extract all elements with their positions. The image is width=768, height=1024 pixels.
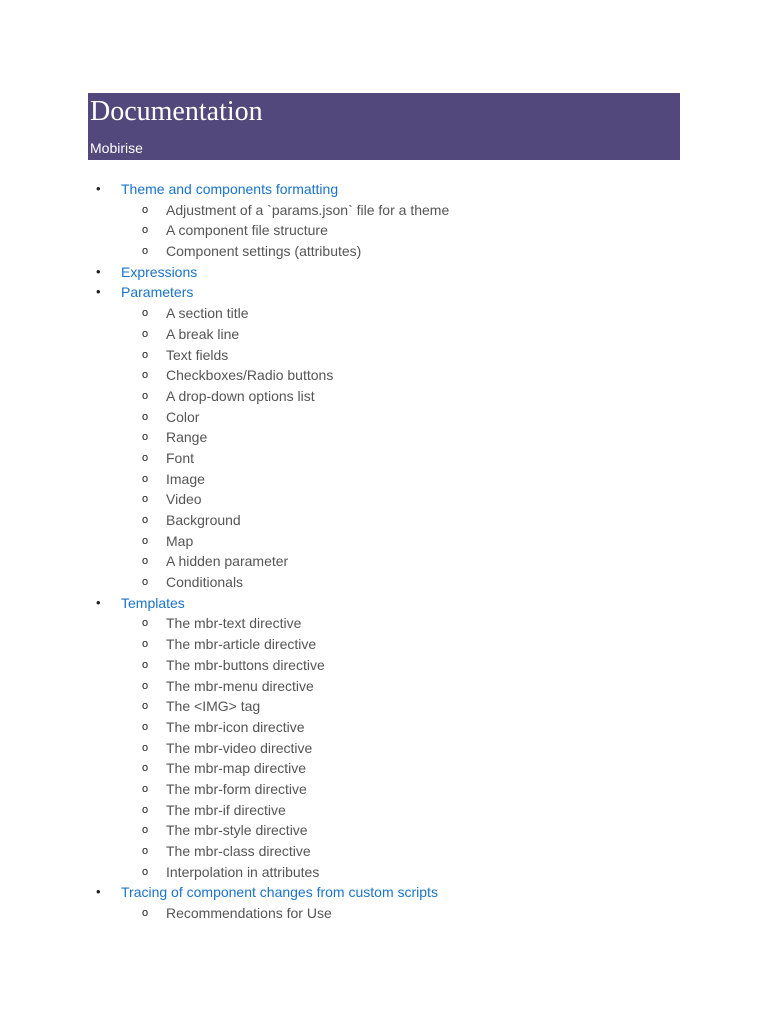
toc-subsection-item — [0, 738, 768, 759]
toc-section-item — [0, 882, 768, 903]
toc-subsection-label: Color — [166, 408, 200, 425]
toc-subsection-item — [0, 241, 768, 262]
bullet-circle-icon: o — [142, 245, 149, 258]
toc-subsection-label: The mbr-icon directive — [166, 718, 305, 735]
toc-subsection-item — [0, 448, 768, 469]
bullet-circle-icon: o — [142, 389, 149, 402]
toc-subsection-label: Text fields — [166, 346, 229, 363]
bullet-circle-icon: o — [142, 617, 149, 630]
toc-section-item — [0, 179, 768, 200]
bullet-circle-icon: o — [142, 472, 149, 485]
bullet-circle-icon: o — [142, 327, 149, 340]
bullet-circle-icon: o — [142, 824, 149, 837]
toc-subsection-item — [0, 758, 768, 779]
toc-subsection-item — [0, 469, 768, 490]
toc-subsection-item — [0, 489, 768, 510]
bullet-disc-icon: • — [96, 284, 101, 300]
toc-subsection-label: The mbr-form directive — [166, 780, 307, 797]
toc-subsection-item — [0, 862, 768, 883]
toc-subsection-item — [0, 572, 768, 593]
bullet-circle-icon: o — [142, 679, 149, 692]
toc-subsection-label: Range — [166, 429, 208, 446]
document-header — [88, 93, 680, 160]
toc-subsection-item — [0, 696, 768, 717]
toc-subsection-item — [0, 841, 768, 862]
toc-subsection-label: Image — [166, 470, 205, 487]
bullet-circle-icon: o — [142, 803, 149, 816]
bullet-circle-icon: o — [142, 762, 149, 775]
bullet-circle-icon: o — [142, 555, 149, 568]
toc-subsection-label: Adjustment of a `params.json` file for a theme — [166, 201, 450, 218]
toc-subsection-item — [0, 655, 768, 676]
toc-subsection-label: Interpolation in attributes — [166, 863, 320, 880]
bullet-circle-icon: o — [142, 431, 149, 444]
toc-subsection-item — [0, 303, 768, 324]
toc-section-link[interactable]: Parameters — [121, 284, 194, 301]
toc-subsection-item — [0, 634, 768, 655]
toc-subsection-label: The mbr-menu directive — [166, 677, 314, 694]
toc-subsection-item — [0, 365, 768, 386]
table-of-contents — [0, 179, 768, 924]
toc-subsection-item — [0, 345, 768, 366]
toc-subsection-item — [0, 613, 768, 634]
toc-section-item — [0, 282, 768, 303]
document-title: Documentation — [90, 96, 263, 127]
bullet-circle-icon: o — [142, 224, 149, 237]
toc-subsection-label: The mbr-video directive — [166, 739, 313, 756]
toc-subsection-label: Checkboxes/Radio buttons — [166, 367, 334, 384]
toc-subsection-item — [0, 820, 768, 841]
toc-subsection-item — [0, 551, 768, 572]
toc-subsection-item — [0, 676, 768, 697]
toc-subsection-item — [0, 407, 768, 428]
toc-subsection-label: The mbr-if directive — [166, 801, 286, 818]
toc-subsection-label: Component settings (attributes) — [166, 243, 362, 260]
toc-subsection-item — [0, 510, 768, 531]
bullet-disc-icon: • — [96, 884, 101, 900]
toc-subsection-item — [0, 531, 768, 552]
bullet-circle-icon: o — [142, 638, 149, 651]
toc-subsection-item — [0, 324, 768, 345]
bullet-circle-icon: o — [142, 410, 149, 423]
toc-subsection-label: Conditionals — [166, 574, 244, 591]
toc-subsection-label: Font — [166, 449, 195, 466]
toc-subsection-label: A drop-down options list — [166, 387, 315, 404]
bullet-circle-icon: o — [142, 907, 149, 920]
toc-subsection-label: A hidden parameter — [166, 553, 289, 570]
toc-subsection-label: The mbr-class directive — [166, 843, 311, 859]
toc-subsection-item — [0, 717, 768, 738]
toc-subsection-item — [0, 903, 768, 924]
toc-subsection-label: Map — [166, 532, 194, 549]
bullet-circle-icon: o — [142, 493, 149, 506]
toc-subsection-label: Recommendations for Use — [166, 905, 332, 922]
bullet-circle-icon: o — [142, 576, 149, 589]
bullet-disc-icon: • — [96, 263, 101, 279]
toc-subsection-label: The mbr-style directive — [166, 822, 308, 839]
toc-subsection-item — [0, 779, 768, 800]
bullet-circle-icon: o — [142, 451, 149, 464]
bullet-circle-icon: o — [142, 700, 149, 713]
toc-section-link[interactable]: Tracing of component changes from custom scripts — [121, 884, 438, 901]
toc-section-item — [0, 593, 768, 614]
toc-subsection-label: The mbr-map directive — [166, 760, 307, 777]
document-subtitle: Mobirise — [90, 140, 143, 156]
toc-subsection-item — [0, 220, 768, 241]
toc-section-link[interactable]: Templates — [121, 594, 185, 611]
bullet-circle-icon: o — [142, 720, 149, 733]
bullet-circle-icon: o — [142, 369, 149, 382]
toc-subsection-item — [0, 386, 768, 407]
bullet-circle-icon: o — [142, 534, 149, 547]
bullet-disc-icon: • — [96, 594, 101, 610]
toc-subsection-item — [0, 427, 768, 448]
bullet-disc-icon: • — [96, 181, 101, 196]
bullet-circle-icon: o — [142, 348, 149, 361]
toc-subsection-label: A component file structure — [166, 222, 328, 239]
bullet-circle-icon: o — [142, 658, 149, 671]
bullet-circle-icon: o — [142, 203, 149, 216]
toc-subsection-label: The mbr-article directive — [166, 636, 317, 653]
bullet-circle-icon: o — [142, 845, 149, 857]
toc-subsection-label: Video — [166, 491, 202, 508]
toc-section-item — [0, 262, 768, 283]
toc-subsection-label: The mbr-text directive — [166, 615, 302, 632]
toc-section-link[interactable]: Expressions — [121, 263, 198, 280]
toc-subsection-item — [0, 200, 768, 221]
toc-subsection-item — [0, 800, 768, 821]
bullet-circle-icon: o — [142, 307, 149, 320]
bullet-circle-icon: o — [142, 782, 149, 795]
toc-subsection-label: Background — [166, 512, 241, 528]
toc-subsection-label: The mbr-buttons directive — [166, 656, 325, 673]
toc-section-link[interactable]: Theme and components formatting — [121, 181, 339, 197]
bullet-circle-icon: o — [142, 865, 149, 878]
bullet-circle-icon: o — [142, 741, 149, 754]
bullet-circle-icon: o — [142, 514, 149, 526]
toc-subsection-label: A break line — [166, 325, 240, 342]
toc-subsection-label: A section title — [166, 305, 249, 322]
toc-subsection-label: The <IMG> tag — [166, 698, 261, 715]
